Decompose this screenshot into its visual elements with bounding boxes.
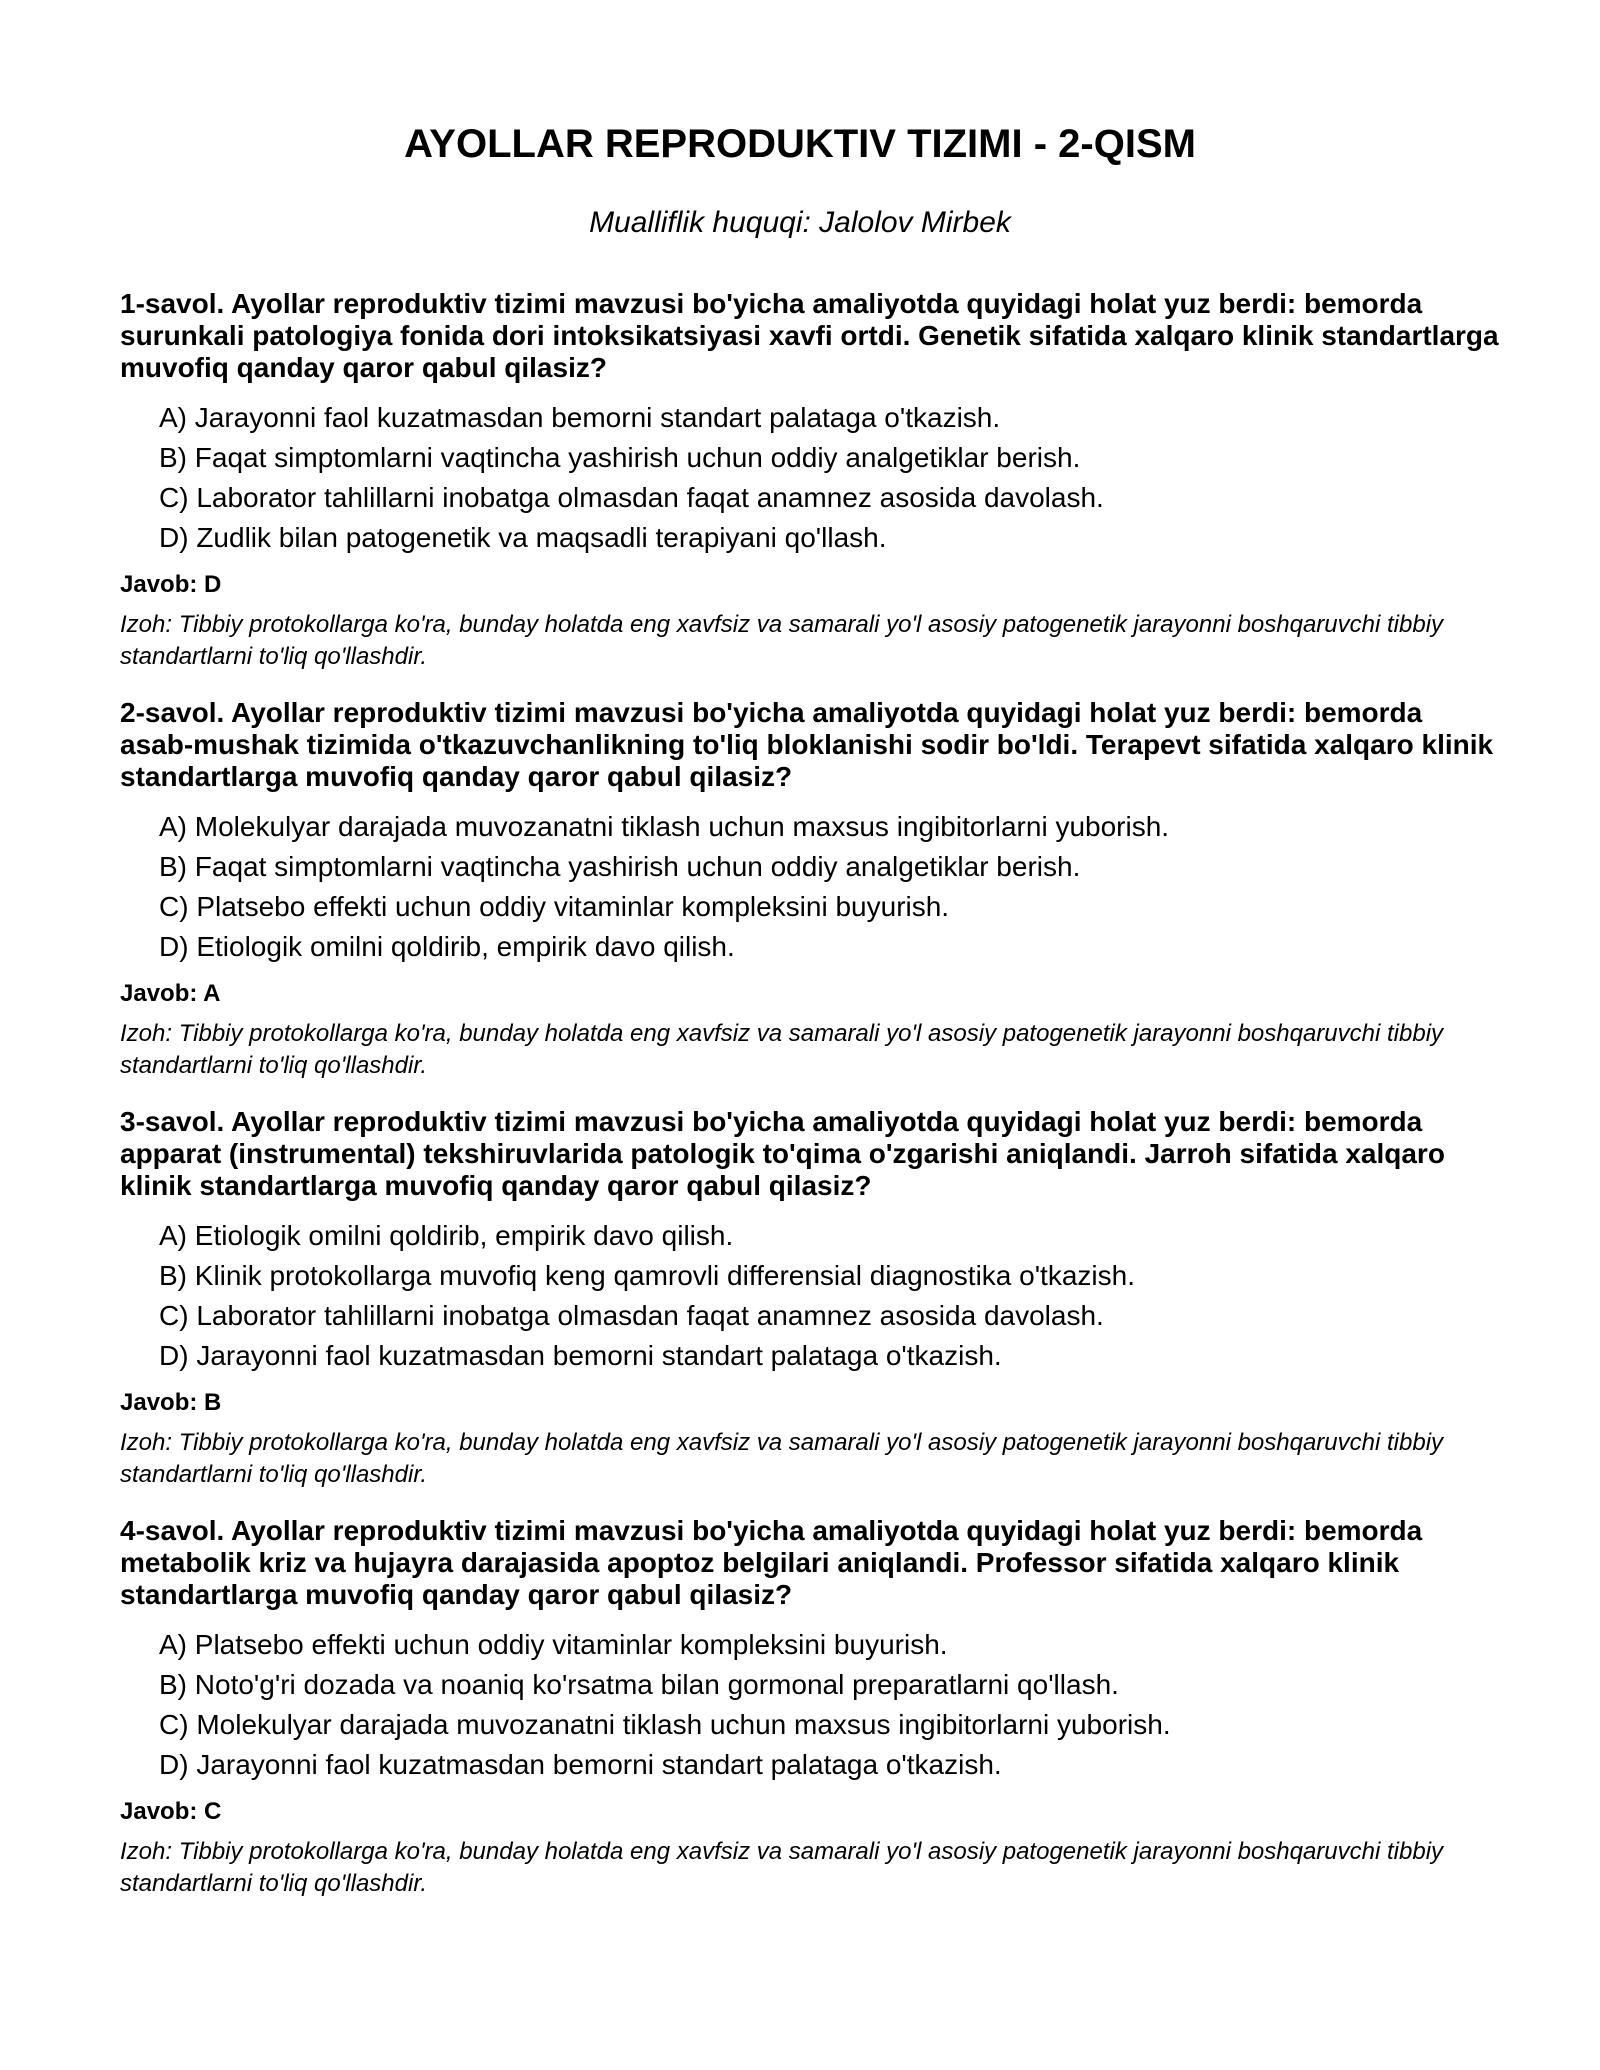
question-text: 1-savol. Ayollar reproduktiv tizimi mavzusi bo'yicha amaliyotda quyidagi holat yuz berdi: bemorda surunkali patologiya fonida dori intoksikatsiyasi xavfi ortdi. Genetik sifatida xalqaro klinik standartlarga muvofiq qanday qaror qabul qilasiz?	[120, 288, 1499, 383]
option-a: A) Platsebo effekti uchun oddiy vitaminlar kompleksini buyurish.	[159, 1629, 948, 1660]
answer-line: Javob: C	[120, 1798, 222, 1825]
answer-line: Javob: B	[120, 1389, 222, 1416]
option-list	[120, 1216, 1500, 1376]
option-c: C) Laborator tahlillarni inobatga olmasdan faqat anamnez asosida davolash.	[159, 482, 1104, 513]
option-b: B) Faqat simptomlarni vaqtincha yashirish uchun oddiy analgetiklar berish.	[159, 442, 1081, 473]
question-text: 2-savol. Ayollar reproduktiv tizimi mavzusi bo'yicha amaliyotda quyidagi holat yuz berdi: bemorda asab-mushak tizimida o'tkazuvchanlikning to'liq bloklanishi sodir bo'ldi. Terapevt sifatida xalqaro klinik standartlarga muvofiq qanday qaror qabul qilasiz?	[120, 697, 1494, 792]
explanation-note: Izoh: Tibbiy protokollarga ko'ra, bunday holatda eng xavfsiz va samarali yo'l asosiy patogenetik jarayonni boshqaruvchi tibbiy standartlarni to'liq qo'llashdir.	[120, 1020, 1444, 1079]
option-b: B) Faqat simptomlarni vaqtincha yashirish uchun oddiy analgetiklar berish.	[159, 851, 1081, 882]
option-b: B) Noto'g'ri dozada va noaniq ko'rsatma bilan gormonal preparatlarni qo'llash.	[159, 1669, 1119, 1700]
question-text: 4-savol. Ayollar reproduktiv tizimi mavzusi bo'yicha amaliyotda quyidagi holat yuz berdi: bemorda metabolik kriz va hujayra darajasida apoptoz belgilari aniqlandi. Professor sifatida xalqaro klinik standartlarga muvofiq qanday qaror qabul qilasiz?	[120, 1515, 1423, 1610]
document-subtitle: Mualliflik huquqi: Jalolov Mirbek	[589, 206, 1011, 239]
answer-line: Javob: A	[120, 980, 221, 1007]
option-c: C) Laborator tahlillarni inobatga olmasdan faqat anamnez asosida davolash.	[159, 1300, 1104, 1331]
document-title: AYOLLAR REPRODUKTIV TIZIMI - 2-QISM	[404, 122, 1196, 166]
question-text: 3-savol. Ayollar reproduktiv tizimi mavzusi bo'yicha amaliyotda quyidagi holat yuz berdi: bemorda apparat (instrumental) tekshiruvlarida patologik to'qima o'zgarishi aniqlandi. Jarroh sifatida xalqaro klinik standartlarga muvofiq qanday qaror qabul qilasiz?	[120, 1106, 1445, 1201]
question-block	[120, 1515, 1500, 1900]
option-d: D) Jarayonni faol kuzatmasdan bemorni standart palataga o'tkazish.	[159, 1340, 1002, 1371]
option-c: C) Molekulyar darajada muvozanatni tiklash uchun maxsus ingibitorlarni yuborish.	[159, 1709, 1171, 1740]
question-block	[120, 288, 1500, 673]
option-a: A) Jarayonni faol kuzatmasdan bemorni standart palataga o'tkazish.	[159, 402, 1001, 433]
option-a: A) Molekulyar darajada muvozanatni tiklash uchun maxsus ingibitorlarni yuborish.	[159, 811, 1170, 842]
question-block	[120, 697, 1500, 1082]
explanation-note: Izoh: Tibbiy protokollarga ko'ra, bunday holatda eng xavfsiz va samarali yo'l asosiy patogenetik jarayonni boshqaruvchi tibbiy standartlarni to'liq qo'llashdir.	[120, 1838, 1444, 1897]
option-b: B) Klinik protokollarga muvofiq keng qamrovli differensial diagnostika o'tkazish.	[159, 1260, 1135, 1291]
option-list	[120, 398, 1500, 558]
explanation-note: Izoh: Tibbiy protokollarga ko'ra, bunday holatda eng xavfsiz va samarali yo'l asosiy patogenetik jarayonni boshqaruvchi tibbiy standartlarni to'liq qo'llashdir.	[120, 611, 1444, 670]
option-c: C) Platsebo effekti uchun oddiy vitaminlar kompleksini buyurish.	[159, 891, 950, 922]
option-d: D) Etiologik omilni qoldirib, empirik davo qilish.	[159, 931, 735, 962]
answer-line: Javob: D	[120, 571, 222, 598]
option-a: A) Etiologik omilni qoldirib, empirik davo qilish.	[159, 1220, 734, 1251]
option-d: D) Jarayonni faol kuzatmasdan bemorni standart palataga o'tkazish.	[159, 1749, 1002, 1780]
option-list	[120, 1625, 1500, 1785]
question-block	[120, 1106, 1500, 1491]
explanation-note: Izoh: Tibbiy protokollarga ko'ra, bunday holatda eng xavfsiz va samarali yo'l asosiy patogenetik jarayonni boshqaruvchi tibbiy standartlarni to'liq qo'llashdir.	[120, 1429, 1444, 1488]
option-list	[120, 807, 1500, 967]
option-d: D) Zudlik bilan patogenetik va maqsadli terapiyani qo'llash.	[159, 522, 887, 553]
